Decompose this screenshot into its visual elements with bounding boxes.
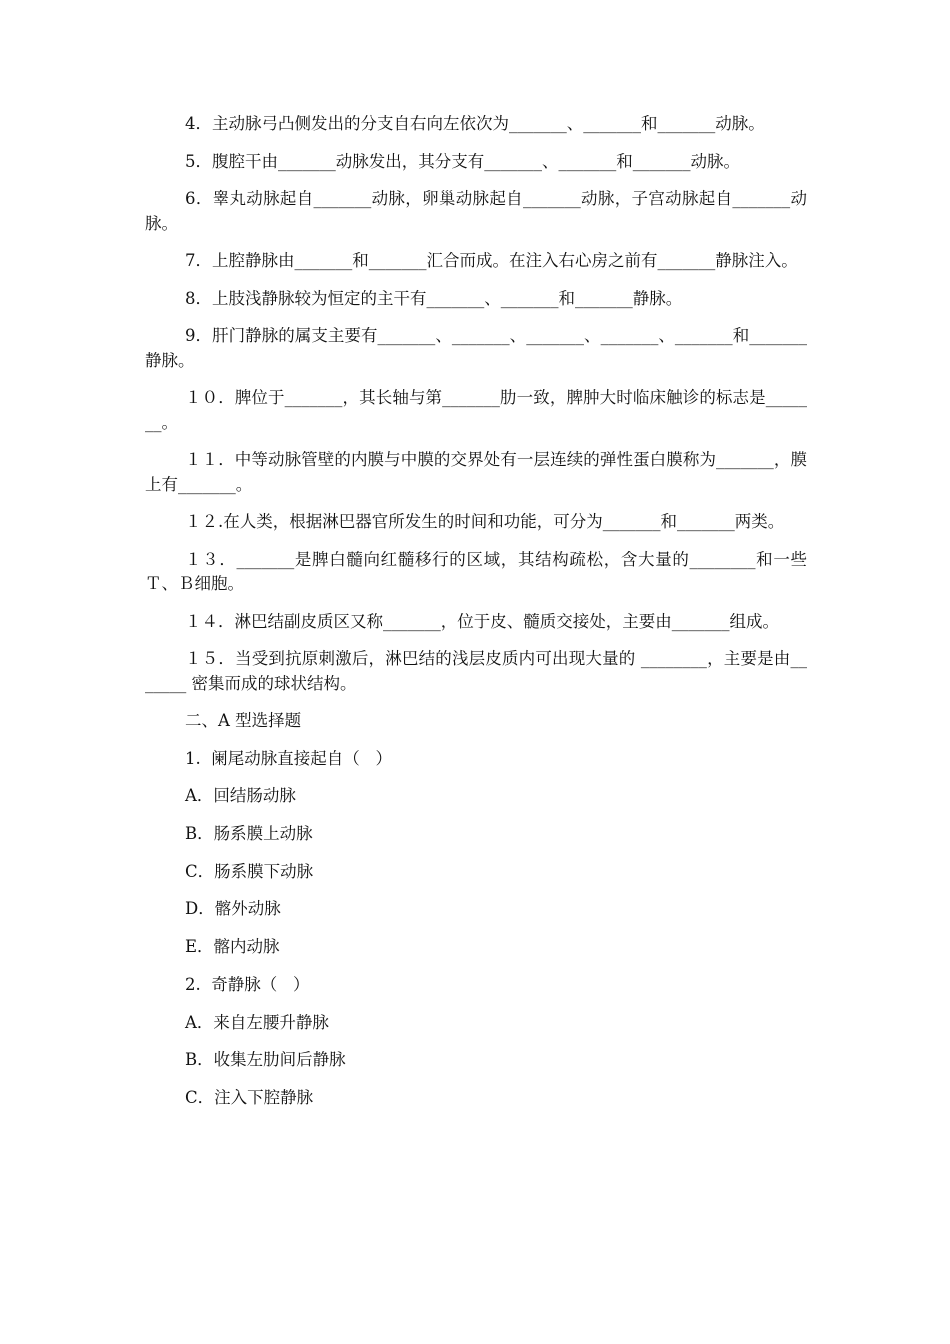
fill-blank-question-4: 4．主动脉弓凸侧发出的分支自右向左依次为_______、_______和_______动脉。 [185,114,765,133]
fill-blank-question-10: １０．脾位于_______，其长轴与第_______肋一致，脾肿大时临床触诊的标志是_______。 [145,388,807,432]
mcq-2-stem: 2. 奇静脉（ ） [185,974,310,994]
mcq-2-option-b: B．收集左肋间后静脉 [185,1050,346,1070]
mcq-2-option-c: C．注入下腔静脉 [185,1087,314,1107]
fill-blank-question-13: １３．_______是脾白髓向红髓移行的区域，其结构疏松，含大量的________和一些Ｔ、Ｂ细胞。 [145,549,807,593]
fill-blank-question-11: １１．中等动脉管壁的内膜与中膜的交界处有一层连续的弹性蛋白膜称为_______，膜上有_______。 [145,450,807,494]
mcq-2-option-a: A．来自左腰升静脉 [185,1012,329,1032]
fill-blank-question-15: １５．当受到抗原刺激后，淋巴结的浅层皮质内可出现大量的 ________，主要是由_______ 密集而成的球状结构。 [145,649,807,693]
fill-blank-question-14: １４．淋巴结副皮质区又称_______，位于皮、髓质交接处，主要由_______组成。 [185,611,779,631]
section-title: 二、A 型选择题 [185,711,302,730]
fill-blank-question-8: 8．上肢浅静脉较为恒定的主干有_______、_______和_______静脉。 [185,288,683,308]
mcq-1-option-c: C．肠系膜下动脉 [185,861,314,881]
fill-blank-question-6: 6．睾丸动脉起自_______动脉，卵巢动脉起自_______动脉，子宫动脉起自_______动脉。 [145,189,807,233]
fill-blank-question-5: 5．腹腔干由_______动脉发出，其分支有_______、_______和_______动脉。 [185,151,740,171]
mcq-1-option-b: B．肠系膜上动脉 [185,824,313,844]
mcq-1-option-e: E．髂内动脉 [185,937,280,957]
fill-blank-question-9: 9．肝门静脉的属支主要有_______、_______、_______、_______、_______和_______静脉。 [145,326,807,370]
document-page [145,112,807,1124]
mcq-1-stem: 1. 阑尾动脉直接起自（ ） [185,748,392,768]
mcq-1-option-a: A．回结肠动脉 [185,786,296,806]
mcq-1-option-d: D．髂外动脉 [185,899,281,919]
fill-blank-question-7: 7．上腔静脉由_______和_______汇合而成。在注入右心房之前有_______静脉注入。 [185,251,798,270]
fill-blank-question-12: １２.在人类，根据淋巴器官所发生的时间和功能，可分为_______和_______两类。 [185,512,785,531]
